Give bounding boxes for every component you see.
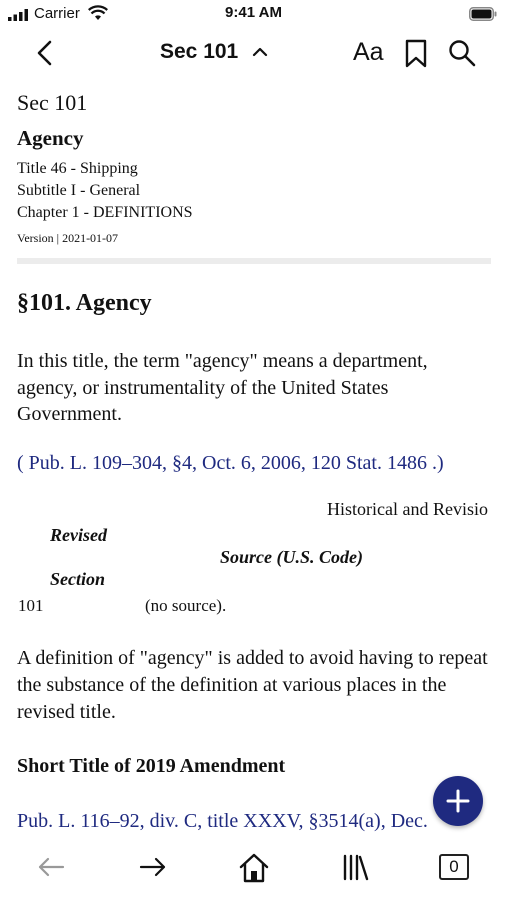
plus-icon <box>433 776 483 826</box>
table-cell-source: (no source). <box>145 596 227 615</box>
battery-icon <box>469 7 497 21</box>
font-size-button[interactable]: Aa <box>353 38 384 66</box>
subtitle-line: Subtitle I - General <box>17 182 141 199</box>
chapter-line: Chapter 1 - DEFINITIONS <box>17 204 193 221</box>
status-time: 9:41 AM <box>225 4 282 21</box>
short-title-heading: Short Title of 2019 Amendment <box>17 755 286 777</box>
divider <box>17 258 491 264</box>
historical-notes-header: Historical and Revisio <box>327 499 488 519</box>
section-switcher[interactable] <box>160 40 268 64</box>
table-cell-section: 101 <box>18 596 44 615</box>
status-bar <box>0 0 507 30</box>
tabs-icon[interactable] <box>439 854 469 880</box>
table-header-section: Section <box>50 569 106 589</box>
nav-title: Sec 101 <box>160 40 239 63</box>
carrier-label: Carrier <box>34 5 80 22</box>
section-heading: Agency <box>17 126 84 150</box>
explanation-paragraph: A definition of "agency" is added to avoid having to repeat the substance of the definition at various places in the revised title. <box>17 647 488 723</box>
pub-law-link[interactable]: Pub. L. 116–92, div. C, title XXXV, §3514(a), Dec. <box>17 810 428 832</box>
definition-paragraph: In this title, the term "agency" means a department, agency, or instrumentality of the United States Government. <box>17 350 428 425</box>
home-icon[interactable] <box>238 852 270 884</box>
bookmark-icon[interactable] <box>404 39 428 69</box>
nav-bar <box>0 30 507 78</box>
title-line: Title 46 - Shipping <box>17 160 138 177</box>
bottom-toolbar <box>0 838 507 900</box>
section-number: Sec 101 <box>17 90 88 115</box>
arrow-right-icon[interactable] <box>138 852 168 882</box>
add-button[interactable] <box>433 776 483 826</box>
arrow-left-icon[interactable] <box>36 852 66 882</box>
table-header-source: Source (U.S. Code) <box>220 547 363 567</box>
search-icon[interactable] <box>448 39 476 67</box>
back-icon[interactable] <box>30 38 60 68</box>
library-icon[interactable] <box>340 852 370 882</box>
tab-count: 0 <box>449 857 459 876</box>
citation-link[interactable]: ( Pub. L. 109–304, §4, Oct. 6, 2006, 120 Stat. 1486 .) <box>17 452 444 474</box>
chevron-up-icon <box>252 46 268 58</box>
version-label: Version | 2021-01-07 <box>17 231 119 245</box>
section-title: §101. Agency <box>17 290 152 316</box>
table-header-revised: Revised <box>50 525 107 545</box>
